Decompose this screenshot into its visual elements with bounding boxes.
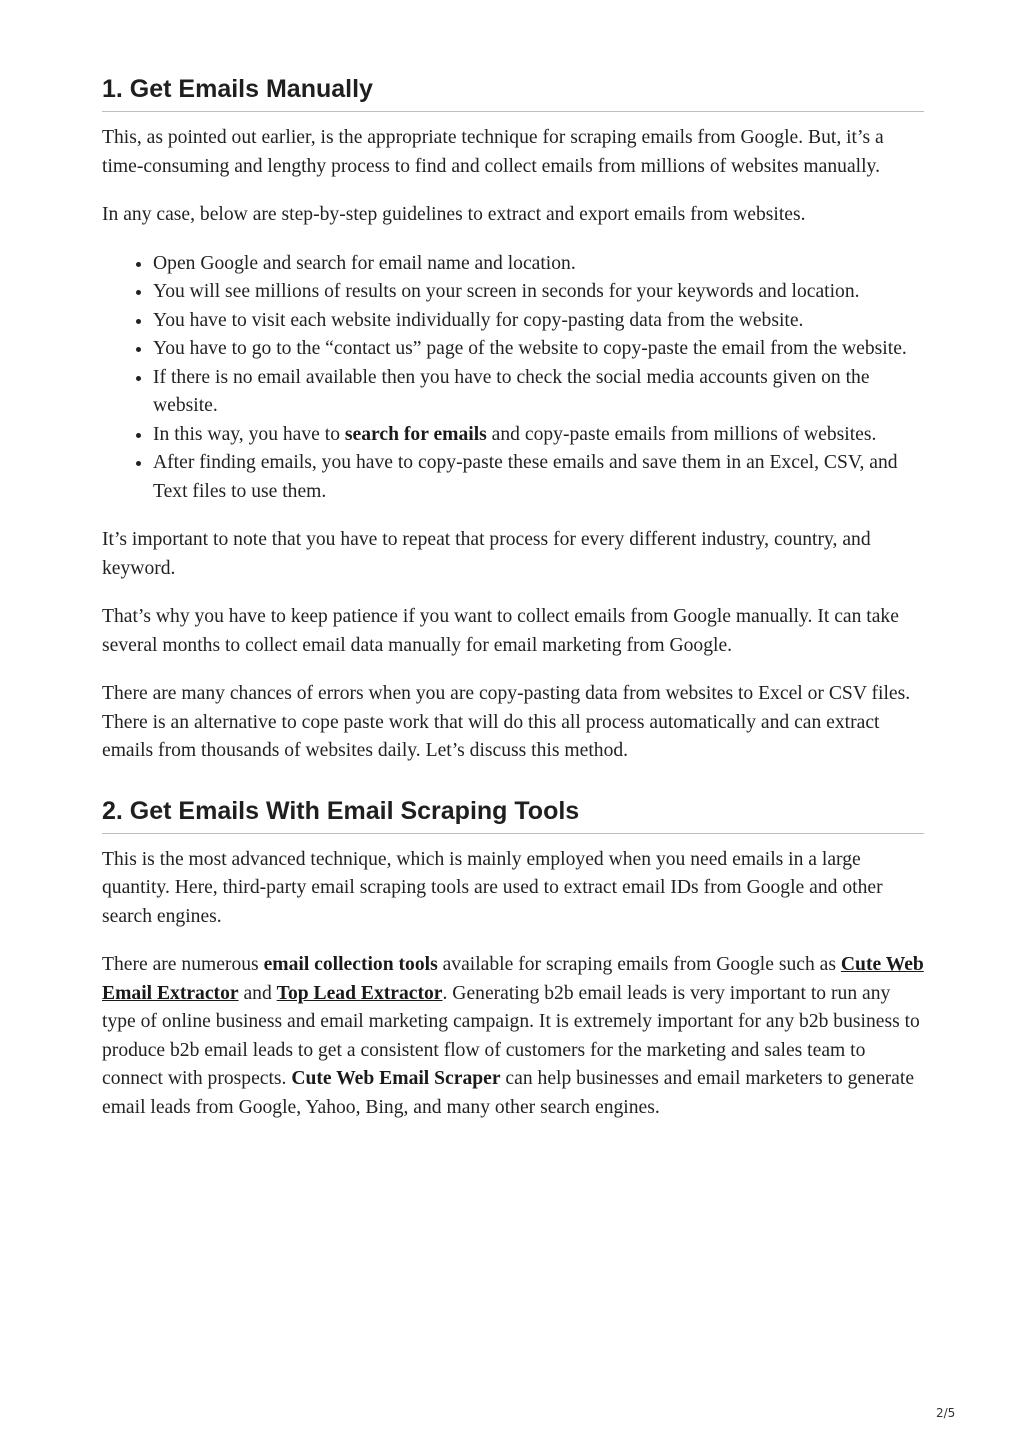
list-item: • Open Google and search for email name and location.	[153, 250, 924, 279]
page-number: 2/5	[936, 1406, 956, 1420]
list-item: • You will see millions of results on your screen in seconds for your keywords and location.	[153, 278, 924, 307]
list-item: • After finding emails, you have to copy-paste these emails and save them in an Excel, CSV, and Text files to use them.	[153, 449, 924, 506]
section-2	[102, 796, 924, 1123]
paragraph-text: . Generating b2b email leads is very important to run any type of online business and email marketing campaign. It is extremely important for any b2b business to produce b2b email leads to get a consistent flow of customers for the marketing and sales team to connect with prospects.	[102, 982, 920, 1089]
link-top-lead-extractor[interactable]: Top Lead Extractor	[276, 982, 443, 1004]
intro-paragraph: This, as pointed out earlier, is the appropriate technique for scraping emails from Google. But, it’s a time-consuming and lengthy process to find and collect emails from millions of websites manually.	[102, 127, 884, 177]
steps-list	[102, 250, 924, 507]
steps-intro-paragraph: In any case, below are step-by-step guidelines to extract and export emails from websites.	[102, 204, 806, 225]
paragraph-text: and	[238, 982, 277, 1004]
section-heading-get-emails-manually: 1. Get Emails Manually	[102, 74, 924, 112]
paragraph-text: There are numerous	[102, 954, 264, 975]
list-item-text: and copy-paste emails from millions of websites.	[486, 423, 877, 445]
list-item: • You have to go to the “contact us” page of the website to copy-paste the email from the website.	[153, 335, 924, 364]
paragraph-text: available for scraping emails from Google such as	[437, 954, 841, 975]
link-cute-web-email-extractor[interactable]: Cute Web Email Extractor	[102, 954, 924, 1004]
errors-paragraph: There are many chances of errors when you are copy-pasting data from websites to Excel or CSV files. There is an alternative to cope paste work that will do this all process automatically and can extract emails from thousands of websites daily. Let’s discuss this method.	[102, 683, 911, 761]
tools-paragraph	[102, 951, 924, 1122]
patience-paragraph: That’s why you have to keep patience if you want to collect emails from Google manually. It can take several months to collect email data manually for email marketing from Google.	[102, 606, 899, 656]
section-2-intro-paragraph: This is the most advanced technique, which is mainly employed when you need emails in a large quantity. Here, third-party email scraping tools are used to extract email IDs from Google and other search engines.	[102, 848, 883, 927]
bold-phrase-cute-web-email-scraper: Cute Web Email Scraper	[291, 1068, 501, 1089]
repeat-process-paragraph: It’s important to note that you have to repeat that process for every different industry, country, and keyword.	[102, 529, 871, 579]
list-item-text: In this way, you have to	[153, 423, 345, 445]
list-item: • If there is no email available then you have to check the social media accounts given on the website.	[153, 364, 924, 421]
section-heading-email-scraping-tools: 2. Get Emails With Email Scraping Tools	[102, 796, 924, 834]
list-item: • You have to visit each website individually for copy-pasting data from the website.	[153, 307, 924, 336]
bold-phrase-search-for-emails: search for emails	[344, 423, 487, 445]
bold-phrase-email-collection-tools: email collection tools	[263, 954, 438, 975]
paragraph-text: can help businesses and email marketers to generate email leads from Google, Yahoo, Bing, and many other search engines.	[102, 1068, 915, 1118]
document-page	[102, 66, 924, 1122]
list-item	[153, 421, 924, 450]
